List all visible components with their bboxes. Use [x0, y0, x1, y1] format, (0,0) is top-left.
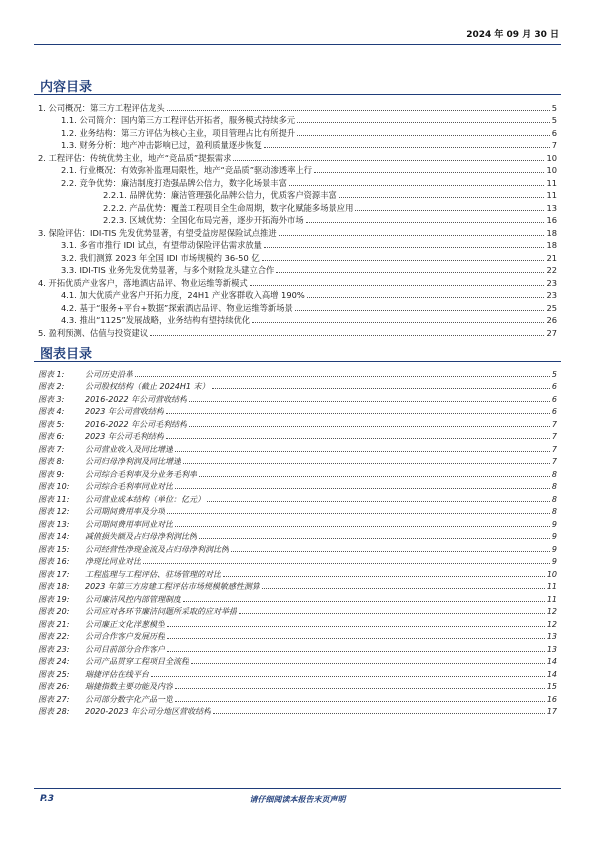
dot-leader [262, 588, 545, 589]
figure-entry-page: 7 [551, 444, 557, 454]
figure-entry-page: 11 [546, 582, 557, 591]
figure-entry-text [38, 581, 260, 592]
dot-leader [175, 526, 550, 527]
toc-entry[interactable] [38, 151, 557, 164]
dot-leader [355, 210, 544, 211]
figure-title: 2016-2022 年公司营收结构 [85, 394, 188, 404]
figure-entry-page: 13 [546, 644, 557, 654]
figure-entry-text [38, 469, 197, 480]
figure-entry-text [38, 419, 187, 430]
figure-label: 图表 7: [38, 444, 65, 454]
header-rule [34, 44, 561, 45]
toc-entry-page: 6 [551, 127, 557, 138]
figure-entry-text [38, 531, 197, 542]
report-date: 2024 年 09 月 30 日 [466, 30, 559, 40]
figure-entry[interactable] [38, 692, 557, 705]
dot-leader [339, 197, 545, 198]
figure-entry-page: 8 [551, 507, 557, 516]
toc-entry-page: 11 [546, 177, 557, 188]
figure-entry-text [38, 519, 173, 530]
figure-entry-text [38, 656, 189, 667]
figure-entry[interactable] [38, 705, 557, 718]
toc-entry-title: 2.1. 行业概况：有效弥补监理局限性，地产“竞品质”驱动渗透率上行 [61, 165, 313, 175]
figure-entry-text [38, 669, 149, 680]
toc-entry[interactable] [38, 126, 557, 139]
figure-entry-page: 8 [551, 469, 557, 479]
figure-entry-text [38, 494, 205, 505]
dot-leader [166, 438, 550, 439]
dot-leader [199, 476, 550, 477]
figure-title: 公司历史沿革 [85, 369, 133, 379]
figure-entry-page: 12 [546, 607, 557, 616]
toc-entry-page: 18 [546, 240, 557, 250]
toc-entry-page: 27 [546, 327, 557, 338]
figure-entry-text [38, 431, 164, 442]
figure-entry[interactable] [38, 455, 557, 468]
dot-leader [213, 713, 545, 714]
toc-entry[interactable] [38, 289, 557, 302]
figure-title: 公司营业收入及同比增速 [85, 444, 173, 454]
figure-entry-page: 8 [551, 494, 557, 504]
figure-entry-page: 8 [551, 482, 557, 491]
dot-leader [233, 160, 544, 161]
figure-entry[interactable] [38, 480, 557, 493]
figure-entry[interactable] [38, 605, 557, 618]
figure-label: 图表 12: [38, 507, 70, 516]
figure-entry-text [38, 706, 211, 717]
figure-title: 净现比同业对比 [85, 557, 141, 566]
dot-leader [314, 172, 544, 173]
page-number: P.3 [40, 794, 54, 804]
toc-entry-page: 13 [546, 202, 557, 213]
toc-entry-page: 5 [551, 115, 557, 125]
toc-entry-title: 1.2. 业务结构：第三方评估为核心主业，项目管理占比有所提升 [61, 127, 296, 138]
figure-title: 公司经营性净现金流及占归母净利润比例 [85, 544, 229, 554]
figure-entry-page: 14 [546, 657, 557, 666]
figure-label: 图表 13: [38, 519, 70, 529]
figure-title: 2020-2023 年公司分地区营收结构 [85, 707, 212, 716]
figure-entry-page: 14 [546, 669, 557, 679]
toc-entry[interactable] [38, 226, 557, 239]
figure-label: 图表 28: [38, 707, 70, 716]
toc-entry-title: 3. 保险评估：IDI-TIS 先发优势显著，有望受益房屋保险试点推进 [38, 227, 277, 238]
footer-rule [34, 788, 561, 789]
toc-entry-title: 1. 公司概况：第三方工程评估龙头 [38, 102, 165, 113]
figure-label: 图表 5: [38, 419, 65, 429]
figure-entry-page: 15 [546, 682, 557, 691]
figure-entry[interactable] [38, 517, 557, 530]
toc-entry-title: 2.2. 竞争优势：廉洁制度打造强品牌公信力，数字化场景丰富 [61, 177, 287, 188]
dot-leader [183, 463, 550, 464]
figure-title: 2016-2022 年公司毛利结构 [85, 419, 188, 429]
figure-entry-text [38, 406, 164, 417]
dot-leader [175, 701, 545, 702]
figure-label: 图表 27: [38, 694, 70, 704]
figure-entry[interactable] [38, 530, 557, 543]
figure-label: 图表 18: [38, 582, 70, 591]
figure-entry-page: 16 [546, 694, 557, 704]
toc-entry-page: 10 [546, 152, 557, 163]
toc-entry-page: 21 [546, 252, 557, 263]
figure-entry-page: 9 [551, 519, 557, 529]
toc-entry[interactable] [38, 251, 557, 264]
toc-entry[interactable] [38, 189, 557, 202]
toc-entry-page: 10 [546, 165, 557, 175]
toc-entry-page: 18 [546, 227, 557, 238]
figure-title: 公司营业成本结构（单位：亿元） [85, 494, 205, 504]
toc-title-rule [34, 94, 561, 95]
toc-entry-title: 1.3. 财务分析：地产冲击影响已过，盈利质量逐步恢复 [61, 140, 263, 150]
figure-title: 2023 年公司营收结构 [85, 407, 164, 416]
figure-title: 公司股权结构（截止 2024H1 末） [85, 382, 210, 391]
figure-entry[interactable] [38, 442, 557, 455]
figure-title: 公司合作客户发展历程 [85, 632, 165, 641]
figure-title: 减值损失额及占归母净利润比例 [85, 532, 197, 541]
toc-entry-page: 11 [546, 190, 557, 200]
figure-entry-page: 13 [546, 632, 557, 641]
figure-title: 公司廉正文化洋葱模型 [85, 619, 165, 629]
figure-title: 公司归母净利润及同比增速 [85, 457, 181, 466]
figure-label: 图表 23: [38, 644, 70, 654]
dot-leader [183, 601, 545, 602]
dot-leader [207, 501, 550, 502]
figure-label: 图表 19: [38, 594, 70, 604]
dot-leader [166, 413, 550, 414]
dot-leader [212, 388, 550, 389]
toc-entry[interactable] [38, 326, 557, 339]
figure-title: 瑞捷评估在线平台 [85, 669, 149, 679]
toc-list [38, 101, 557, 339]
figure-entry[interactable] [38, 555, 557, 568]
toc-entry-page: 23 [546, 277, 557, 288]
dot-leader [199, 538, 550, 539]
toc-entry-title: 2.2.1. 品牌优势：廉洁管理强化品牌公信力，优质客户资源丰富 [103, 190, 337, 200]
dot-leader [167, 110, 550, 111]
figure-entry-text [38, 569, 221, 580]
dot-leader [252, 322, 544, 323]
figure-entry[interactable] [38, 580, 557, 593]
figure-entry[interactable] [38, 392, 557, 405]
figure-entry-page: 7 [551, 457, 557, 466]
figure-title: 公司期间费用率同业对比 [85, 519, 173, 529]
figure-title: 公司应对各环节廉洁问题所采取的应对举措 [85, 607, 237, 616]
figure-label: 图表 16: [38, 557, 70, 566]
dot-leader [262, 260, 545, 261]
dot-leader [276, 272, 544, 273]
figure-entry[interactable] [38, 505, 557, 518]
figure-title: 公司综合毛利率及分业务毛利率 [85, 469, 197, 479]
figure-label: 图表 25: [38, 669, 70, 679]
figure-title: 公司期间费用率及分项 [85, 507, 165, 516]
dot-leader [295, 310, 545, 311]
toc-entry-title: 1.1. 公司简介：国内第三方工程评估开拓者，服务模式持续多元 [61, 115, 296, 125]
dot-leader [279, 235, 545, 236]
dot-leader [143, 563, 550, 564]
figure-entry[interactable] [38, 367, 557, 380]
dot-leader [150, 335, 544, 336]
dot-leader [167, 513, 550, 514]
figure-entry-text [38, 556, 141, 567]
toc-entry[interactable] [38, 214, 557, 227]
toc-entry-title: 4. 开拓优质产业客户，落地酒店品评、物业运维等新模式 [38, 277, 248, 288]
figure-entry-page: 9 [551, 544, 557, 554]
toc-entry[interactable] [38, 114, 557, 127]
figure-label: 图表 21: [38, 619, 70, 629]
figure-entry-text [38, 606, 237, 617]
figure-label: 图表 4: [38, 407, 65, 416]
figure-label: 图表 11: [38, 494, 70, 504]
footer-disclaimer: 请仔细阅读本报告末页声明 [249, 795, 346, 804]
figure-title: 瑞捷指数主要功能及内容 [85, 682, 173, 691]
dot-leader [297, 135, 550, 136]
dot-leader [239, 613, 545, 614]
toc-entry[interactable] [38, 301, 557, 314]
dot-leader [307, 297, 545, 298]
toc-entry-title: 2.2.2. 产品优势：覆盖工程项目全生命周期，数字化赋能多场景应用 [103, 202, 354, 213]
figure-entry-page: 5 [551, 369, 557, 379]
dot-leader [250, 285, 545, 286]
figure-label: 图表 2: [38, 382, 65, 391]
toc-entry[interactable] [38, 201, 557, 214]
figure-entry[interactable] [38, 617, 557, 630]
figure-entry[interactable] [38, 680, 557, 693]
figure-entry-page: 9 [551, 532, 557, 541]
figure-label: 图表 1: [38, 369, 65, 379]
figure-label: 图表 3: [38, 394, 65, 404]
toc-entry-title: 4.2. 基于“服务+平台+数据”探索酒店品评、物业运维等新场景 [61, 302, 293, 313]
figure-entry[interactable] [38, 405, 557, 418]
figure-title: 公司廉洁风控内部管理制度 [85, 594, 181, 604]
figure-label: 图表 15: [38, 544, 70, 554]
dot-leader [264, 247, 544, 248]
lof-list [38, 367, 557, 717]
dot-leader [175, 488, 550, 489]
figure-entry-page: 10 [546, 569, 557, 579]
toc-entry-title: 3.2. 我们测算 2023 年全国 IDI 市场规模约 36-50 亿 [61, 252, 260, 263]
toc-entry[interactable] [38, 176, 557, 189]
figure-entry-page: 17 [546, 707, 557, 716]
dot-leader [223, 576, 545, 577]
figure-entry-page: 6 [551, 407, 557, 416]
figure-title: 公司部分数字化产品一览 [85, 694, 173, 704]
figure-title: 公司产品贯穿工程项目全流程 [85, 657, 189, 666]
dot-leader [306, 222, 545, 223]
dot-leader [167, 626, 545, 627]
figure-entry-text [38, 506, 165, 517]
figure-label: 图表 10: [38, 482, 70, 491]
figure-entry-page: 11 [546, 594, 557, 604]
figure-entry[interactable] [38, 642, 557, 655]
toc-entry[interactable] [38, 139, 557, 152]
dot-leader [167, 651, 545, 652]
toc-entry-page: 16 [546, 215, 557, 225]
figure-entry-text [38, 544, 229, 555]
figure-entry-page: 6 [551, 382, 557, 391]
figure-entry-text [38, 631, 165, 642]
dot-leader [175, 451, 550, 452]
figure-entry-page: 6 [551, 394, 557, 404]
figure-entry[interactable] [38, 630, 557, 643]
figure-label: 图表 14: [38, 532, 70, 541]
dot-leader [289, 185, 545, 186]
figure-entry-text [38, 481, 173, 492]
toc-entry-title: 4.3. 推出“1125”发展战略，业务结构有望持续优化 [61, 315, 251, 325]
figure-label: 图表 8: [38, 457, 65, 466]
figure-label: 图表 24: [38, 657, 70, 666]
figure-label: 图表 22: [38, 632, 70, 641]
toc-entry-title: 2. 工程评估：传统优势主业，地产“竞品质”提振需求 [38, 152, 232, 163]
figure-label: 图表 26: [38, 682, 70, 691]
toc-entry-page: 22 [546, 265, 557, 275]
figure-title: 公司目前部分合作客户 [85, 644, 165, 654]
figure-entry-text [38, 456, 181, 467]
toc-entry[interactable] [38, 164, 557, 177]
figure-entry[interactable] [38, 467, 557, 480]
figure-entry-text [38, 369, 133, 380]
toc-entry-title: 4.1. 加大优质产业客户开拓力度，24H1 产业客群收入高增 190% [61, 290, 305, 300]
figure-entry-text [38, 694, 173, 705]
figure-entry[interactable] [38, 417, 557, 430]
figure-title: 2023 年第三方房建工程评估市场规模敏感性测算 [85, 582, 260, 591]
figure-entry-page: 9 [551, 557, 557, 566]
figure-label: 图表 9: [38, 469, 65, 479]
figure-entry[interactable] [38, 542, 557, 555]
dot-leader [135, 376, 550, 377]
figure-entry-text [38, 681, 173, 692]
dot-leader [151, 676, 545, 677]
toc-entry-title: 2.2.3. 区域优势：全国化布局完善，逐步开拓海外市场 [103, 215, 304, 225]
figure-label: 图表 17: [38, 569, 70, 579]
figure-entry-text [38, 594, 181, 605]
figure-entry[interactable] [38, 567, 557, 580]
toc-entry-title: 5. 盈利预测、估值与投资建议 [38, 327, 149, 338]
figure-entry-text [38, 444, 173, 455]
dot-leader [189, 401, 550, 402]
toc-entry[interactable] [38, 276, 557, 289]
lof-title: 图表目录 [40, 347, 93, 362]
figure-entry[interactable] [38, 492, 557, 505]
toc-entry-page: 7 [551, 140, 557, 150]
figure-title: 公司综合毛利率同业对比 [85, 482, 173, 491]
dot-leader [231, 551, 550, 552]
toc-entry[interactable] [38, 239, 557, 252]
figure-entry-text [38, 381, 210, 392]
toc-entry-title: 3.1. 多省市推行 IDI 试点，有望带动保险评估需求放量 [61, 240, 262, 250]
figure-entry-page: 7 [551, 419, 557, 429]
toc-entry-page: 26 [546, 315, 557, 325]
toc-entry[interactable] [38, 101, 557, 114]
figure-label: 图表 20: [38, 607, 70, 616]
figure-label: 图表 6: [38, 432, 65, 441]
toc-entry-page: 5 [551, 102, 557, 113]
lof-title-rule [34, 361, 561, 362]
figure-entry[interactable] [38, 655, 557, 668]
dot-leader [167, 638, 545, 639]
dot-leader [191, 663, 545, 664]
figure-title: 2023 年公司毛利结构 [85, 432, 164, 441]
toc-entry[interactable] [38, 314, 557, 327]
toc-title: 内容目录 [40, 80, 93, 95]
toc-entry[interactable] [38, 264, 557, 277]
figure-entry[interactable] [38, 667, 557, 680]
figure-entry-text [38, 619, 165, 630]
figure-entry[interactable] [38, 430, 557, 443]
figure-entry-page: 7 [551, 432, 557, 441]
toc-entry-page: 25 [546, 302, 557, 313]
figure-entry[interactable] [38, 380, 557, 393]
dot-leader [297, 122, 550, 123]
dot-leader [175, 688, 545, 689]
figure-entry-page: 12 [546, 619, 557, 629]
figure-entry-text [38, 394, 187, 405]
toc-entry-page: 23 [546, 290, 557, 300]
figure-entry-text [38, 644, 165, 655]
figure-entry[interactable] [38, 592, 557, 605]
dot-leader [264, 147, 550, 148]
dot-leader [189, 426, 550, 427]
figure-title: 工程监理与工程评估、驻场管理的对比 [85, 569, 221, 579]
toc-entry-title: 3.3. IDI-TIS 业务先发优势显著，与多个财险龙头建立合作 [61, 265, 275, 275]
